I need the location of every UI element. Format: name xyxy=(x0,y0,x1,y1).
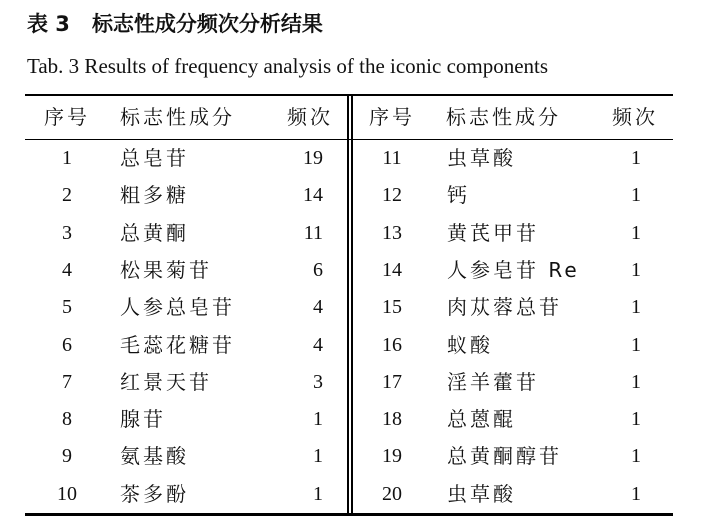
bottom-rule xyxy=(25,513,673,516)
row-seq: 2 xyxy=(62,184,72,207)
table-row xyxy=(25,327,673,364)
row-seq: 8 xyxy=(62,408,72,431)
row-frequency: 1 xyxy=(631,296,641,319)
row-component: 淫羊藿苷 xyxy=(447,369,539,394)
row-component: 茶多酚 xyxy=(120,481,189,506)
header-seq: 序号 xyxy=(44,105,90,129)
row-frequency: 6 xyxy=(313,258,323,281)
row-seq: 4 xyxy=(62,258,72,281)
row-frequency: 1 xyxy=(631,445,641,468)
table-row xyxy=(25,289,673,326)
row-frequency: 4 xyxy=(313,333,323,356)
row-seq: 10 xyxy=(57,482,77,505)
row-seq: 14 xyxy=(382,258,402,281)
row-seq: 12 xyxy=(382,184,402,207)
row-component: 肉苁蓉总苷 xyxy=(447,295,562,320)
row-component: 红景天苷 xyxy=(120,369,212,394)
row-component: 虫草酸 xyxy=(447,481,516,506)
row-frequency: 1 xyxy=(631,221,641,244)
row-component: 蚁酸 xyxy=(447,332,493,357)
row-seq: 16 xyxy=(382,333,402,356)
row-frequency: 1 xyxy=(631,147,641,169)
row-frequency: 3 xyxy=(313,370,323,393)
row-frequency: 1 xyxy=(631,370,641,393)
row-seq: 9 xyxy=(62,445,72,468)
row-frequency: 1 xyxy=(313,482,323,505)
row-frequency: 1 xyxy=(631,408,641,431)
row-component: 总黄酮 xyxy=(120,220,189,245)
row-frequency: 19 xyxy=(303,147,323,169)
row-seq: 13 xyxy=(382,221,402,244)
table-row xyxy=(25,476,673,513)
table-row xyxy=(25,252,673,289)
row-frequency: 11 xyxy=(303,221,323,244)
header-name: 标志性成分 xyxy=(120,105,235,129)
row-component: 虫草酸 xyxy=(447,146,516,170)
table-row xyxy=(25,364,673,401)
row-seq: 17 xyxy=(382,370,402,393)
table-row xyxy=(25,140,673,177)
row-seq: 15 xyxy=(382,296,402,319)
row-component: 毛蕊花糖苷 xyxy=(120,332,235,357)
row-frequency: 1 xyxy=(631,333,641,356)
top-rule xyxy=(25,94,673,96)
row-seq: 3 xyxy=(62,221,72,244)
row-component: 总蒽醌 xyxy=(447,407,516,432)
row-component: 松果菊苷 xyxy=(120,257,212,282)
table-subtitle: Tab. 3 Results of frequency analysis of the iconic components xyxy=(27,54,549,78)
row-component: 总皂苷 xyxy=(120,146,189,170)
row-component: 粗多糖 xyxy=(120,183,189,208)
row-frequency: 14 xyxy=(303,184,323,207)
row-seq: 6 xyxy=(62,333,72,356)
row-seq: 11 xyxy=(382,147,402,169)
header-freq: 频次 xyxy=(287,105,333,129)
row-seq: 5 xyxy=(62,296,72,319)
table-row xyxy=(25,438,673,475)
row-frequency: 1 xyxy=(631,184,641,207)
header-seq-2: 序号 xyxy=(369,105,415,129)
table-row xyxy=(25,401,673,438)
row-frequency: 1 xyxy=(631,482,641,505)
row-seq: 1 xyxy=(62,147,72,169)
row-component: 氨基酸 xyxy=(120,444,189,469)
row-seq: 18 xyxy=(382,408,402,431)
row-frequency: 1 xyxy=(631,258,641,281)
row-seq: 7 xyxy=(62,370,72,393)
table-number: 表 3 xyxy=(27,12,70,36)
row-seq: 20 xyxy=(382,482,402,505)
table-title xyxy=(27,8,323,38)
row-component: 黄芪甲苷 xyxy=(447,220,539,245)
row-component: 钙 xyxy=(447,183,470,208)
row-component: 人参皂苷 Re xyxy=(447,257,580,282)
header-row xyxy=(25,99,673,136)
row-component: 人参总皂苷 xyxy=(120,295,235,320)
row-frequency: 1 xyxy=(313,445,323,468)
header-name-2: 标志性成分 xyxy=(446,105,561,129)
header-freq-2: 频次 xyxy=(612,105,658,129)
row-frequency: 4 xyxy=(313,296,323,319)
row-seq: 19 xyxy=(382,445,402,468)
table-row xyxy=(25,177,673,214)
table-row xyxy=(25,215,673,252)
row-component: 总黄酮醇苷 xyxy=(447,444,562,469)
row-component: 腺苷 xyxy=(120,407,166,432)
row-frequency: 1 xyxy=(313,408,323,431)
table-title-text: 标志性成分频次分析结果 xyxy=(91,12,323,36)
